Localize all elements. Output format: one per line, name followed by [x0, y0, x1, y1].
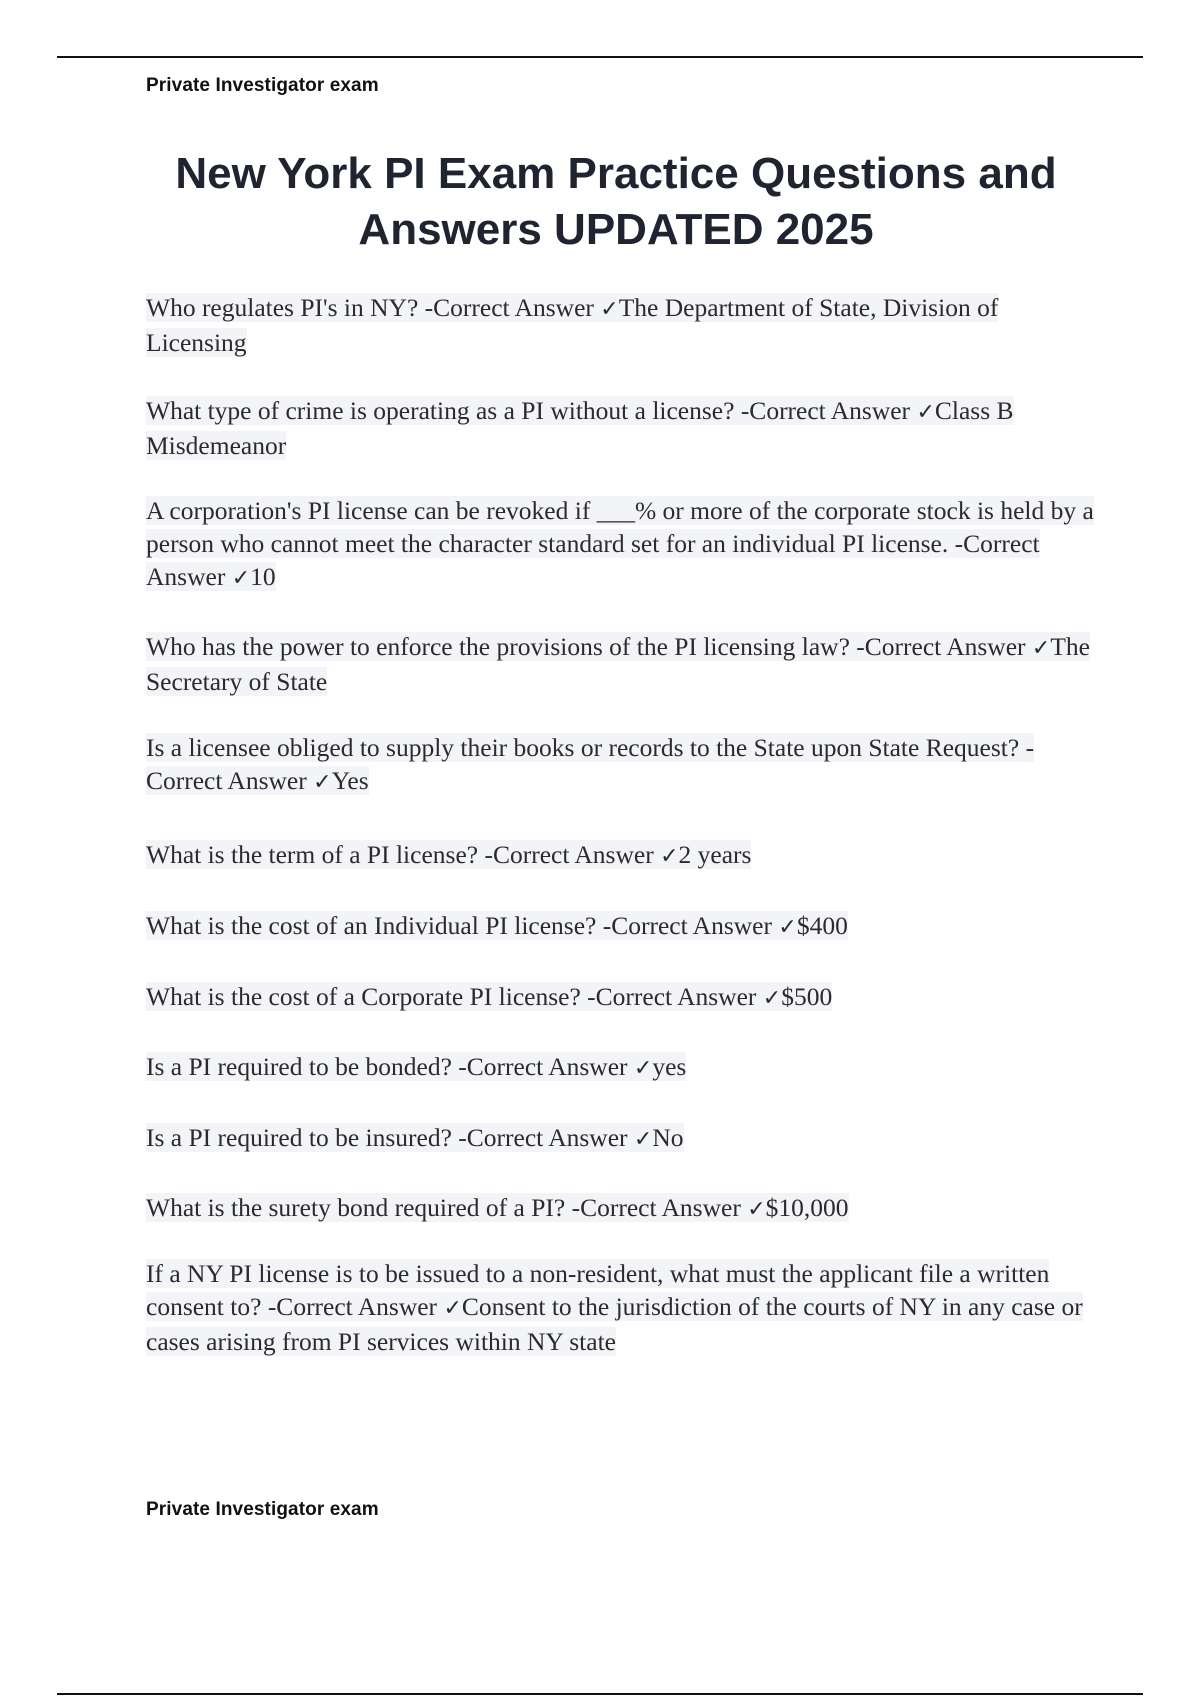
check-icon: ✓: [600, 297, 619, 322]
check-icon: ✓: [762, 986, 782, 1011]
qa-item: [146, 909, 1096, 944]
answer-marker: -Correct Answer: [146, 733, 1035, 795]
check-icon: ✓: [633, 1056, 653, 1081]
question-text: What is the cost of a Corporate PI license?: [146, 982, 581, 1011]
qa-item: [146, 394, 1096, 462]
answer-text: The Department of State, Division of Licensing: [146, 293, 999, 357]
check-icon: ✓: [313, 770, 332, 795]
answer-marker: -Correct Answer: [424, 293, 601, 322]
check-icon: ✓: [443, 1296, 462, 1321]
question-text: If a NY PI license is to be issued to a non-resident, what must the applicant file a written consent to?: [146, 1259, 1050, 1321]
answer-marker: -Correct Answer: [458, 1052, 634, 1081]
answer-text: yes: [652, 1052, 687, 1081]
qa-item: [146, 1257, 1096, 1358]
answer-text: Class B Misdemeanor: [146, 396, 1014, 460]
question-text: A corporation's PI license can be revoked if ___% or more of the corporate stock is held by a person who cannot meet the character standard set for an individual PI license.: [146, 496, 1094, 558]
answer-text: $500: [781, 982, 833, 1011]
top-rule: [57, 56, 1143, 58]
qa-item: [146, 630, 1096, 698]
answer-text: The Secretary of State: [146, 632, 1090, 696]
document-title: New York PI Exam Practice Questions and Answers UPDATED 2025: [175, 149, 1057, 254]
check-icon: ✓: [231, 566, 251, 591]
answer-marker: -Correct Answer: [484, 840, 661, 869]
question-text: What is the term of a PI license?: [146, 840, 479, 869]
answer-marker: -Correct Answer: [458, 1123, 634, 1152]
qa-item: [146, 494, 1096, 595]
question-text: Is a PI required to be insured?: [146, 1123, 452, 1152]
check-icon: ✓: [747, 1197, 766, 1222]
answer-text: $400: [796, 911, 848, 940]
question-text: What type of crime is operating as a PI without a license?: [146, 396, 735, 425]
answer-text: No: [652, 1123, 684, 1152]
answer-text: 10: [250, 562, 276, 591]
qa-item: [146, 838, 1096, 873]
answer-text: Consent to the jurisdiction of the courts of NY in any case or cases arising from PI services within NY state: [146, 1292, 1083, 1356]
answer-marker: -Correct Answer: [740, 396, 917, 425]
answer-marker: -Correct Answer: [856, 632, 1032, 661]
question-text: What is the cost of an Individual PI license?: [146, 911, 597, 940]
answer-marker: -Correct Answer: [602, 911, 779, 940]
qa-item: [146, 1191, 1096, 1226]
answer-text: 2 years: [678, 840, 752, 869]
qa-item: [146, 980, 1096, 1015]
question-text: Who has the power to enforce the provisions of the PI licensing law?: [146, 632, 850, 661]
qa-item: [146, 1050, 1096, 1085]
check-icon: ✓: [916, 400, 935, 425]
answer-marker: -Correct Answer: [587, 982, 763, 1011]
question-text: What is the surety bond required of a PI?: [146, 1193, 566, 1222]
question-text: Is a licensee obliged to supply their books or records to the State upon State Request?: [146, 733, 1020, 762]
running-header: Private Investigator exam: [146, 75, 379, 96]
answer-marker: -Correct Answer: [267, 1292, 444, 1321]
check-icon: ✓: [778, 915, 797, 940]
qa-item: [146, 291, 1096, 359]
qa-item: [146, 1121, 1096, 1156]
check-icon: ✓: [1031, 636, 1051, 661]
bottom-rule: [57, 1693, 1143, 1695]
question-text: Is a PI required to be bonded?: [146, 1052, 452, 1081]
running-footer: Private Investigator exam: [146, 1499, 379, 1520]
question-text: Who regulates PI's in NY?: [146, 293, 419, 322]
answer-text: Yes: [331, 766, 369, 795]
qa-item: [146, 731, 1096, 799]
check-icon: ✓: [660, 844, 679, 869]
answer-marker: -Correct Answer: [571, 1193, 748, 1222]
answer-marker: -Correct Answer: [146, 529, 1040, 591]
answer-text: $10,000: [765, 1193, 849, 1222]
check-icon: ✓: [633, 1127, 653, 1152]
